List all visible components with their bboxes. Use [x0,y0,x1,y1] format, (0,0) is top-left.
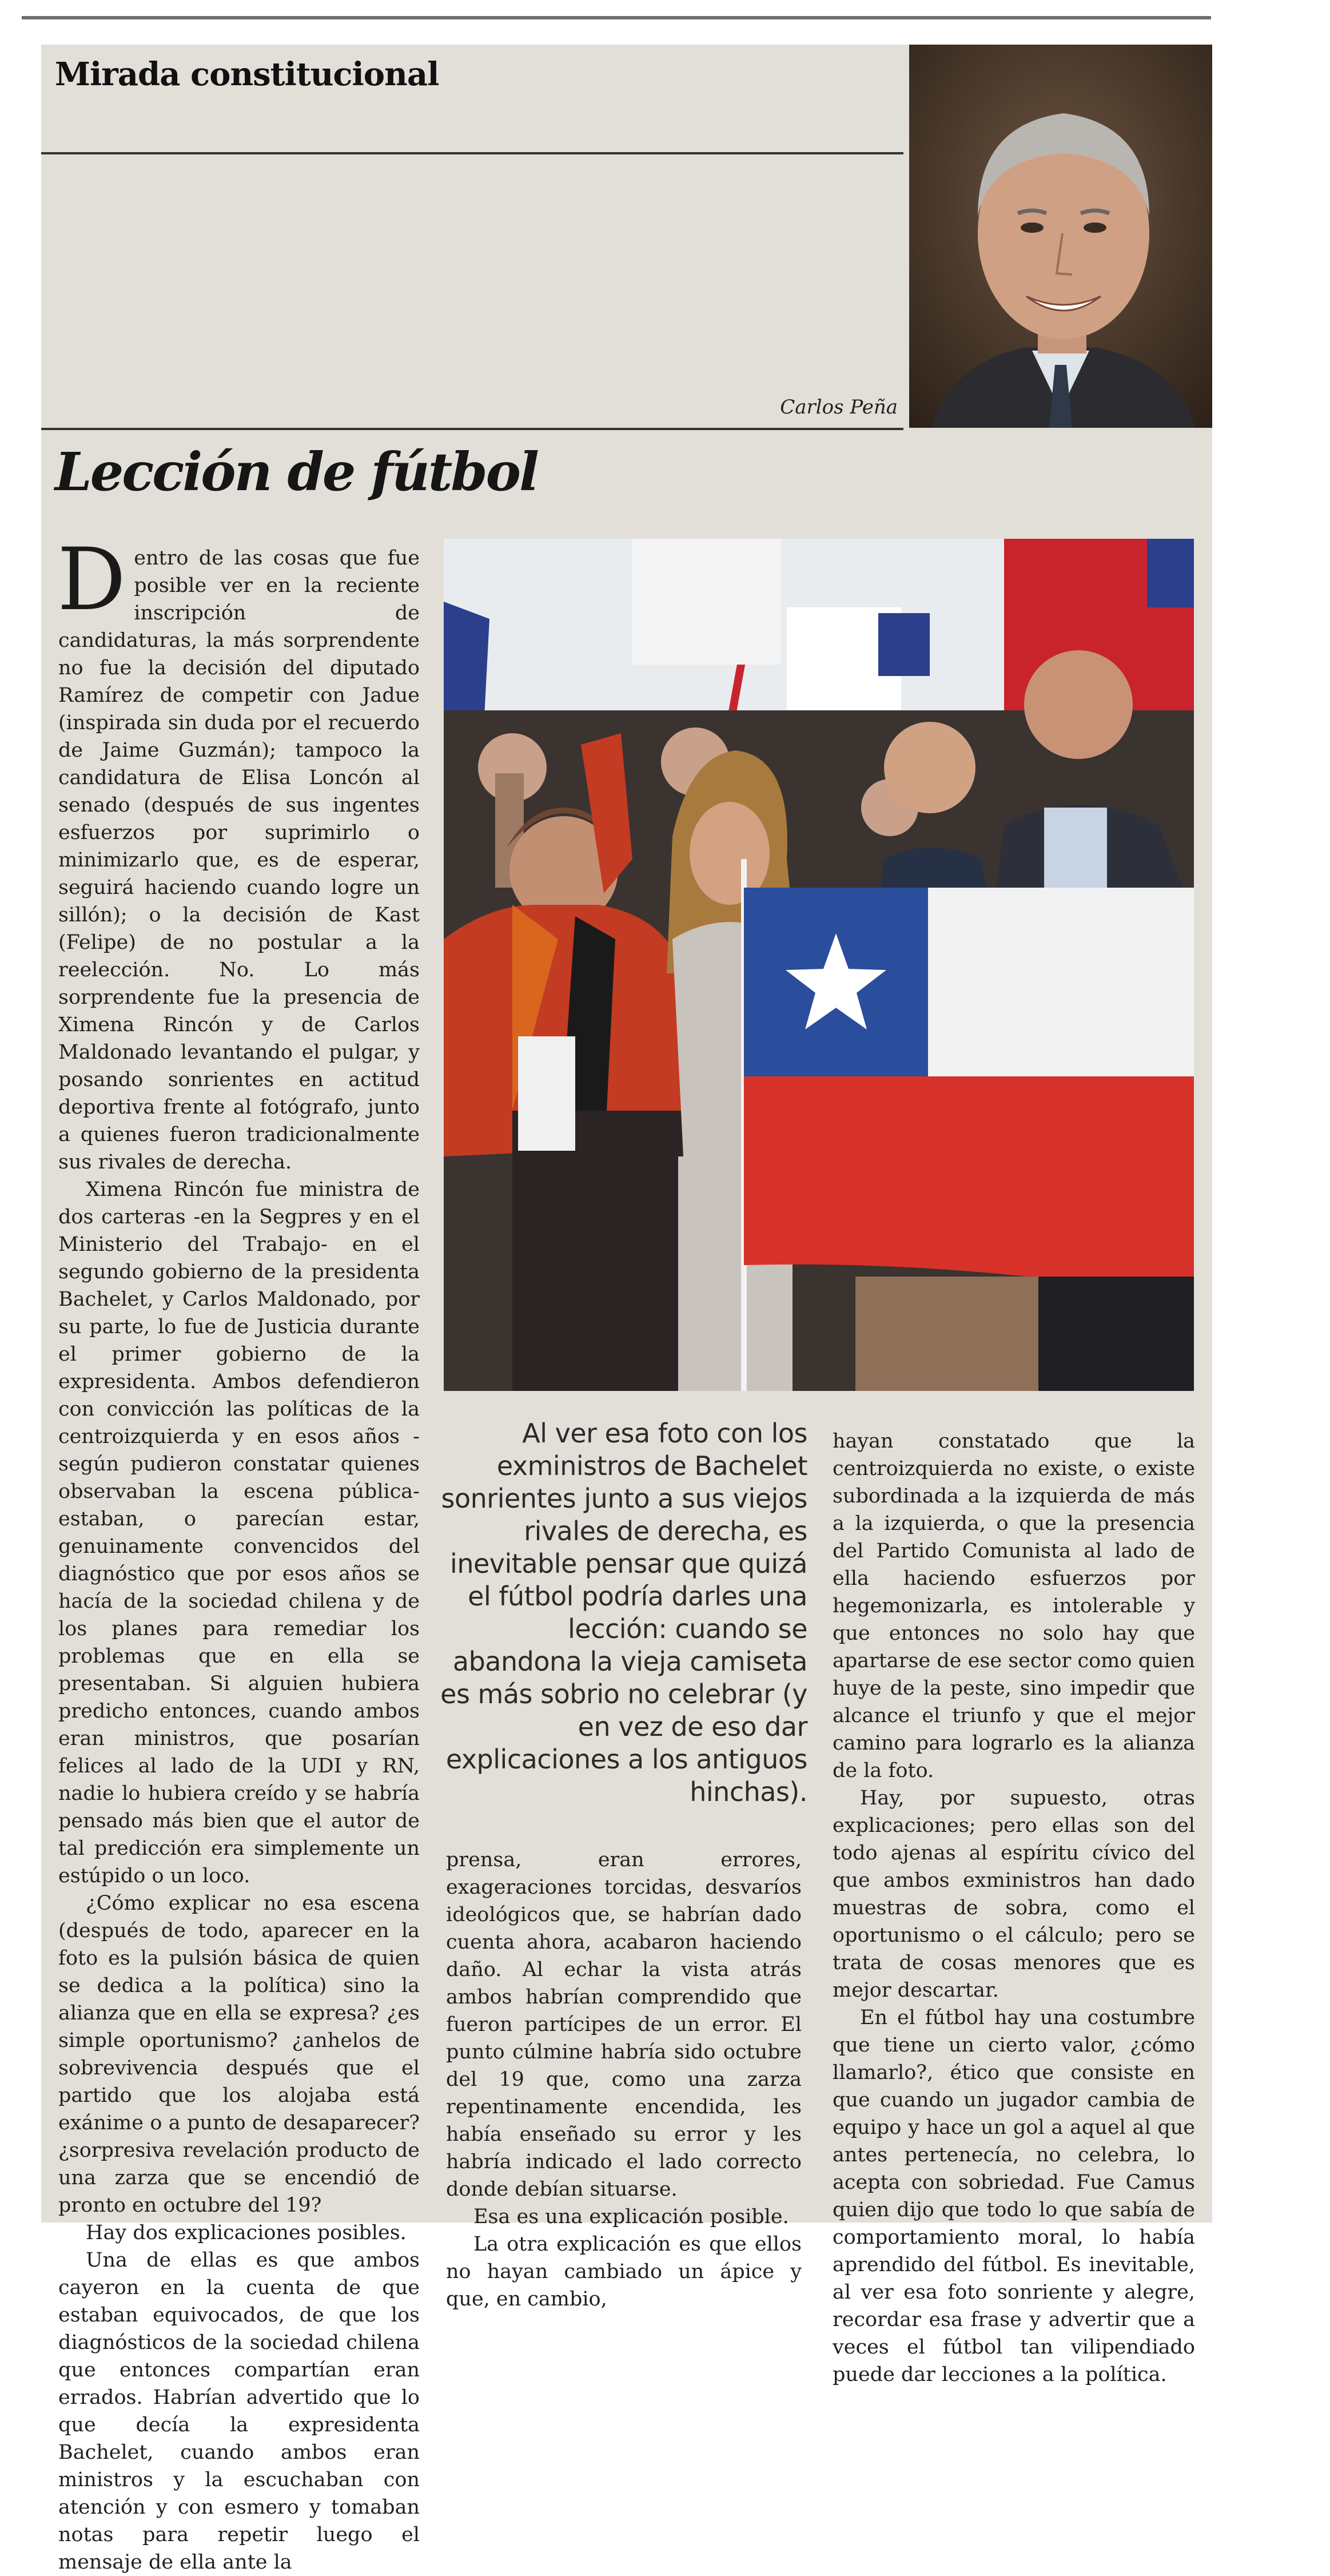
paragraph: Hay dos explicaciones posibles. [86,2221,407,2244]
paragraph: ¿Cómo explicar no esa escena (después de todo, aparecer en la foto es la pulsión básica de quien se dedica a la política) sino la alianza que en ella se expresa? ¿es simple oportunismo? ¿anhelos de sobrevivencia después que el partido que los alojaba está exánime o a punto de desaparecer? ¿sorpresiva revelación producto de una zarza que se encendió de pronto en octubre del 19? [58,1892,420,2217]
paragraph: Una de ellas es que ambos cayeron en la cuenta de que estaban equivocados, de que los diagnósticos de la sociedad chilena que entonces compartían eran errados. Habrían advertido que lo que decía la expresidenta Bachelet, cuando ambos eran ministros y la escuchaban con atención y con esmero y tomaban notas para repetir luego el mensaje de ella ante la [58,2249,420,2574]
paragraph: Esa es una explicación posible. [473,2205,789,2228]
pull-quote: Al ver esa foto con los exministros de Bachelet sonrientes junto a sus viejos rivales de derecha, es inevitable pensar que quizá el fútbol podría darles una lección: cuando se abandona la vieja camiseta es más sobrio no celebrar (y en vez de eso dar explicaciones a los antiguos hinchas). [440,1418,807,1807]
rally-photo-illustration [444,539,1194,1391]
paragraph-text: entro de las cosas que fue posible ver en la reciente inscripción de candidaturas, la más sorprendente no fue la decisión del diputado Ramírez de competir con Jadue (inspirada sin duda por el recuerdo de Jaime Guzmán); tampoco la candidatura de Elisa Loncón al senado (después de sus ingentes esfuerzos por suprimirlo o minimizarlo que, es de esperar, seguirá haciendo cuando logre un sillón); o la decisión de Kast (Felipe) de no postular a la reelección. No. Lo más sorprendente fue la presencia de Ximena Rincón y de Carlos Maldonado levantando el pulgar, y posando sonrientes en actitud deportiva frente al fotógrafo, junto a quienes fueron tradicionalmente sus rivales de derecha. [58,547,420,1174]
paragraph [57,530,420,1176]
paragraph: En el fútbol hay una costumbre que tiene un cierto valor, ¿cómo llamarlo?, ético que consiste en que cuando un jugador cambia de equipo y hace un gol a aquel al que antes pertenecía, no celebra, lo acepta con sobriedad. Fue Camus quien dijo que todo lo que sabía de comportamiento moral, lo había aprendido del fútbol. Es inevitable, al ver esa foto sonriente y alegre, recordar esa frase y advertir que a veces el fútbol tan vilipendiado puede dar lecciones a la política. [833,2006,1195,2386]
section-title: Mirada constitucional [55,55,439,93]
article-column-1 [57,530,420,2576]
header-rule [41,152,903,154]
paragraph: Hay, por supuesto, otras explicaciones; pero ellas son del todo ajenas al espíritu cívico del que ambos exministros han dado muestras de sobra, como el oportunismo o el cálculo; pero se trata de cosas menores que es mejor descartar. [833,1787,1195,2002]
paragraph: hayan constatado que la centroizquierda no existe, o existe subordinada a la izquierda de más a la izquierda, o que la presencia del Partido Comunista al lado de ella haciendo esfuerzos por hegemonizarla, es intolerable y que entonces no solo hay que apartarse de ese sector como quien huye de la peste, sino impedir que alcance el triunfo y que el mejor camino para lograrlo es la alianza de la foto. [833,1430,1195,1782]
header-rule-bottom [41,428,903,430]
author-portrait-illustration [909,45,1212,428]
paragraph: La otra explicación es que ellos no hayan cambiado un ápice y que, en cambio, [446,2233,802,2311]
paragraph: Ximena Rincón fue ministra de dos carteras -en la Segpres y en el Ministerio del Trabajo- en el segundo gobierno de la presidenta Bachelet, y Carlos Maldonado, por su parte, lo fue de Justicia durante el primer gobierno de la expresidenta. Ambos defendieron con convicción las políticas de la centroizquierda y en esos años -según pudieron constatar quienes observaban la escena pública- estaban, o parecían estar, genuinamente convencidos del diagnóstico que por esos años se hacía de la sociedad chilena y de los planes para remediar los problemas que en ella se presentaban. Si alguien hubiera predicho entonces, cuando ambos eran ministros, que posarían felices al lado de la UDI y RN, nadie lo hubiera creído y se habría pensado más bien que el autor de tal predicción era simplemente un estúpido o un loco. [58,1178,420,1887]
author-portrait [909,45,1212,428]
paragraph: prensa, eran errores, exageraciones torcidas, desvaríos ideológicos que, se habrían dado cuenta ahora, acabaron haciendo daño. Al echar la vista atrás ambos habrían comprendido que fueron partícipes de un error. El punto cúlmine habría sido octubre del 19 que, como una zarza repentinamente encendida, les había enseñado su error y les habría indicado el lado correcto donde debían situarse. [446,1848,802,2201]
top-rule [22,16,1211,19]
article-column-2 [446,1846,802,2313]
drop-cap: D [57,530,126,630]
article-column-3 [833,1428,1195,2388]
headline: Lección de fútbol [55,441,537,503]
author-name: Carlos Peña [780,396,898,419]
news-photo [444,539,1194,1391]
